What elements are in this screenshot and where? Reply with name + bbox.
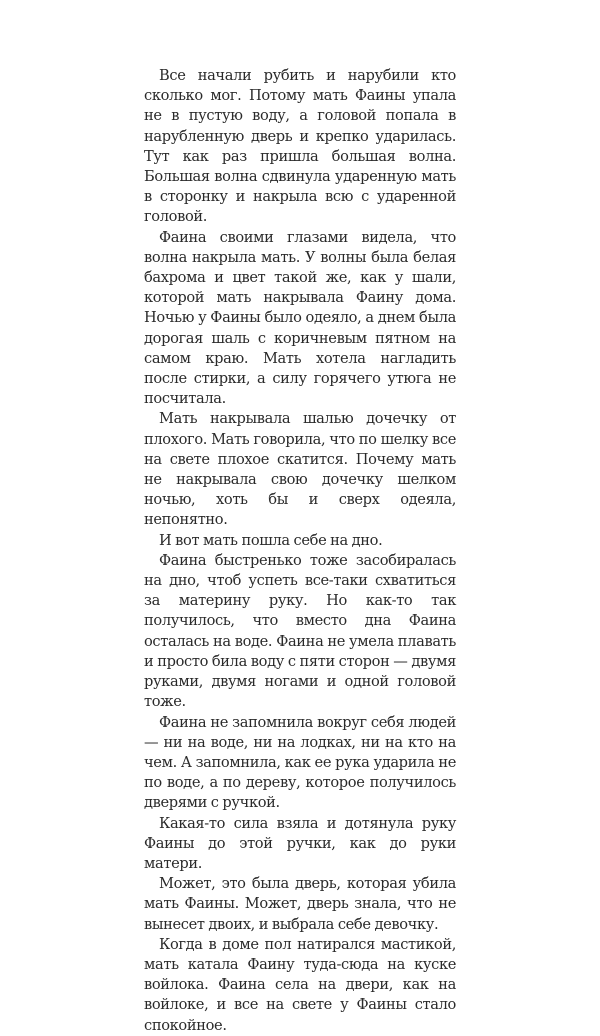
paragraph: Может, это была дверь, которая убила мать Фаины. Может, дверь знала, что не вынесет двоих, и выбрала себе девочку.	[144, 875, 456, 933]
paragraph: Какая-то сила взяла и дотянула руку Фаины до этой ручки, как до руки матери.	[144, 814, 456, 872]
paragraph: Мать накрывала шалью дочечку от плохого. Мать говорила, что по шелку все на свете плохое скатится. Почему мать не накрывала свою дочечку шелком ночью, хоть бы и сверх одеяла, непонятно.	[144, 410, 456, 529]
paragraph: Когда в доме пол натирался мастикой, мать катала Фаину туда-сюда на куске войлока. Фаина села на двери, как на войлоке, и все на свете у Фаины стало спокойное.	[144, 935, 456, 1034]
book-page-text	[144, 66, 456, 1036]
paragraph: Фаина не запомнила вокруг себя людей — ни на воде, ни на лодках, ни на кто на чем. А запомнила, как ее рука ударила не по воде, а по дереву, которое получилось дверями с ручкой.	[144, 713, 456, 812]
paragraph: Фаина своими глазами видела, что волна накрыла мать. У волны была белая бахрома и цвет такой же, как у шали, которой мать накрывала Фаину дома. Ночью у Фаины было одеяло, а днем была дорогая шаль с коричневым пятном на самом краю. Мать хотела нагладить после стирки, а силу горячего утюга не посчитала.	[144, 228, 456, 408]
paragraph: Все начали рубить и нарубили кто сколько мог. Потому мать Фаины упала не в пустую воду, а головой попала в нарубленную дверь и крепко ударилась. Тут как раз пришла большая волна. Большая волна сдвинула ударенную мать в сторонку и накрыла всю с ударенной головой.	[144, 67, 456, 226]
paragraph: Фаина быстренько тоже засобиралась на дно, чтоб успеть все-таки схватиться за материну руку. Но как-то так получилось, что вместо дна Фаина осталась на воде. Фаина не умела плавать и просто била воду с пяти сторон — двумя руками, двумя ногами и одной головой тоже.	[144, 551, 456, 711]
paragraph: И вот мать пошла себе на дно.	[159, 531, 383, 549]
